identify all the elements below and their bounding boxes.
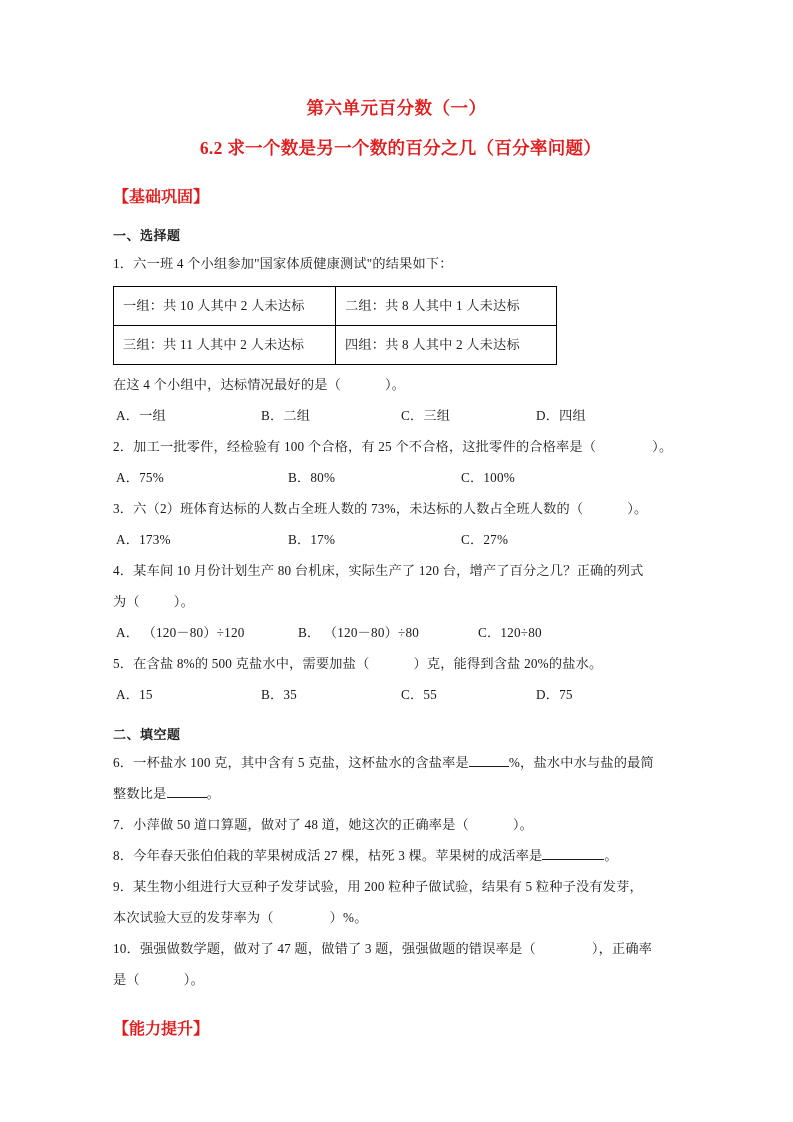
question-2-options: [113, 462, 680, 493]
part-two-heading: 二、填空题: [113, 727, 181, 742]
option-a[interactable]: A．75%: [116, 470, 164, 485]
question-6-stem: [113, 747, 680, 778]
table-row: [114, 326, 557, 365]
groups-table: [113, 286, 557, 365]
table-cell-group-3: 三组：共 11 人其中 2 人未达标: [114, 326, 336, 365]
option-d[interactable]: D．75: [536, 687, 573, 702]
question-9-stem-continued: [113, 902, 680, 933]
option-b[interactable]: B．80%: [288, 470, 336, 485]
option-c[interactable]: C．120÷80: [478, 625, 542, 640]
question-1-stem: 1．六一班 4 个小组参加"国家体质健康测试"的结果如下：: [113, 256, 453, 271]
part-one-heading: 一、选择题: [113, 228, 181, 243]
question-6-stem-c: 整数比是: [113, 786, 167, 801]
option-b[interactable]: B． （120－80）÷80: [298, 625, 420, 640]
question-1-prompt: [113, 369, 680, 400]
question-3-stem-a: 3．六（2）班体育达标的人数占全班人数的 73%，未达标的人数占全班人数的（: [113, 501, 584, 516]
option-c[interactable]: C．27%: [461, 532, 509, 547]
option-a[interactable]: A．15: [116, 687, 153, 702]
question-9-stem-cont-a: 本次试验大豆的发芽率为（: [113, 910, 274, 925]
answer-blank[interactable]: [542, 846, 604, 860]
question-10-stem-d: ）。: [183, 972, 204, 987]
question-8-stem: [113, 840, 680, 871]
question-8-stem-b: 。: [604, 848, 618, 863]
question-8-stem-a: 8．今年春天张伯伯栽的苹果树成活 27 棵，枯死 3 棵。苹果树的成活率是: [113, 848, 543, 863]
option-c[interactable]: C．100%: [461, 470, 515, 485]
question-10-stem-a: 10．强强做数学题，做对了 47 题，做错了 3 题，强强做题的错误率是（: [113, 941, 536, 956]
question-5-options: [113, 679, 680, 710]
section-heading-basic: 【基础巩固】: [113, 189, 210, 206]
option-a[interactable]: A． （120－80）÷120: [116, 625, 245, 640]
question-7-stem-b: ）。: [512, 817, 534, 832]
question-6-stem-b: %，盐水中水与盐的最简: [508, 755, 654, 770]
option-b[interactable]: B．二组: [261, 408, 311, 423]
question-4-stem-continued: [113, 586, 680, 617]
question-1-options: [113, 400, 680, 431]
table-row: [114, 287, 557, 326]
table-cell-group-1: 一组：共 10 人其中 2 人未达标: [114, 287, 336, 326]
answer-blank[interactable]: [167, 784, 207, 798]
question-2-stem-b: ）。: [652, 439, 673, 454]
question-7-stem-a: 7．小萍做 50 道口算题，做对了 48 道，她这次的正确率是（: [113, 817, 469, 832]
page-title: 第六单元百分数（一）: [306, 98, 487, 118]
question-10-stem-c: 是（: [113, 972, 140, 987]
question-1-prompt-a: 在这 4 个小组中，达标情况最好的是（: [113, 377, 341, 392]
question-4-stem-cont-b: ）。: [173, 594, 194, 609]
option-c[interactable]: C．三组: [401, 408, 451, 423]
question-6-stem-a: 6．一杯盐水 100 克，其中含有 5 克盐，这杯盐水的含盐率是: [113, 755, 469, 770]
option-c[interactable]: C．55: [401, 687, 437, 702]
option-b[interactable]: B．17%: [288, 532, 336, 547]
question-5-stem-b: ）克，能得到含盐 20%的盐水。: [413, 656, 603, 671]
question-6-stem-continued: [113, 778, 680, 809]
question-4-stem: 4．某车间 10 月份计划生产 80 台机床，实际生产了 120 台，增产了百分之几？正确的列式: [113, 563, 644, 578]
option-d[interactable]: D．四组: [536, 408, 586, 423]
table-cell-group-4: 四组：共 8 人其中 2 人未达标: [336, 326, 557, 365]
question-6-stem-d: 。: [206, 786, 220, 801]
answer-blank[interactable]: [469, 753, 509, 767]
section-heading-advanced: 【能力提升】: [113, 1021, 210, 1038]
option-a[interactable]: A．173%: [116, 532, 171, 547]
question-3-options: [113, 524, 680, 555]
page-content: [113, 95, 680, 1043]
question-4-stem-cont-a: 为（: [113, 594, 140, 609]
question-10-stem-continued: [113, 964, 680, 995]
question-9-stem-cont-b: ）%。: [329, 910, 368, 925]
page-subtitle: 6.2 求一个数是另一个数的百分之几（百分率问题）: [199, 138, 602, 158]
question-9-stem: 9．某生物小组进行大豆种子发芽试验，用 200 粒种子做试验，结果有 5 粒种子没有发芽，: [113, 879, 643, 894]
question-3-stem: [113, 493, 680, 524]
question-5-stem: [113, 648, 680, 679]
question-3-stem-b: ）。: [627, 501, 648, 516]
question-10-stem: [113, 933, 680, 964]
question-2-stem-a: 2．加工一批零件，经检验有 100 个合格，有 25 个不合格，这批零件的合格率是（: [113, 439, 597, 454]
question-1-prompt-b: ）。: [385, 377, 406, 392]
table-cell-group-2: 二组：共 8 人其中 1 人未达标: [336, 287, 557, 326]
option-b[interactable]: B．35: [261, 687, 297, 702]
option-a[interactable]: A．一组: [116, 408, 166, 423]
question-7-stem: [113, 809, 680, 840]
question-5-stem-a: 5．在含盐 8%的 500 克盐水中，需要加盐（: [113, 656, 370, 671]
question-2-stem: [113, 431, 680, 462]
question-4-options: [113, 617, 680, 648]
question-10-stem-b: ），正确率: [591, 941, 653, 956]
